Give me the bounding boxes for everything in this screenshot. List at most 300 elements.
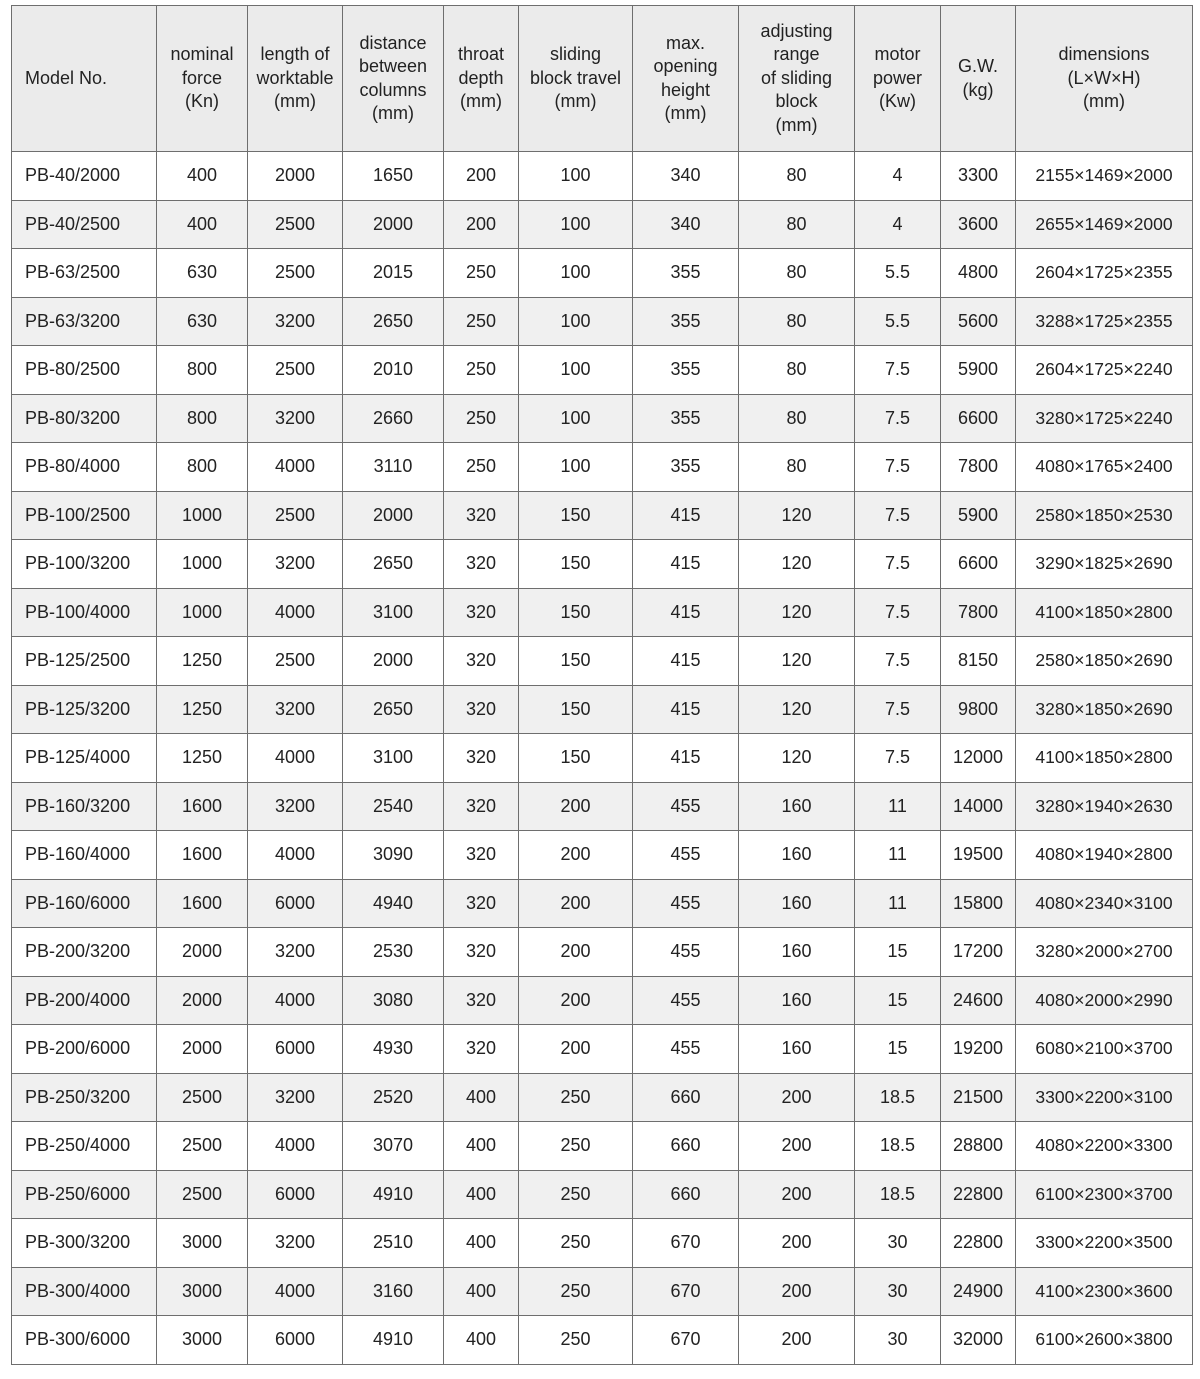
cell-nominal-force: 1250 xyxy=(157,685,248,734)
cell-column-distance: 4930 xyxy=(343,1025,444,1074)
cell-motor-power: 15 xyxy=(855,976,941,1025)
cell-throat-depth: 320 xyxy=(444,879,519,928)
cell-adjusting-range: 80 xyxy=(739,443,855,492)
header-row xyxy=(12,6,1193,152)
cell-max-opening-height: 455 xyxy=(633,879,739,928)
cell-motor-power: 18.5 xyxy=(855,1122,941,1171)
cell-worktable-length: 2500 xyxy=(248,249,343,298)
cell-worktable-length: 3200 xyxy=(248,394,343,443)
cell-nominal-force: 1250 xyxy=(157,734,248,783)
table-row xyxy=(12,1025,1193,1074)
cell-gross-weight: 28800 xyxy=(941,1122,1016,1171)
cell-worktable-length: 6000 xyxy=(248,879,343,928)
cell-throat-depth: 400 xyxy=(444,1073,519,1122)
cell-motor-power: 5.5 xyxy=(855,297,941,346)
cell-max-opening-height: 415 xyxy=(633,734,739,783)
cell-dimensions: 3280×1725×2240 xyxy=(1016,394,1193,443)
cell-model-no: PB-200/6000 xyxy=(12,1025,157,1074)
cell-nominal-force: 3000 xyxy=(157,1316,248,1365)
cell-gross-weight: 6600 xyxy=(941,394,1016,443)
cell-gross-weight: 12000 xyxy=(941,734,1016,783)
cell-nominal-force: 3000 xyxy=(157,1219,248,1268)
cell-nominal-force: 630 xyxy=(157,249,248,298)
cell-motor-power: 4 xyxy=(855,200,941,249)
cell-dimensions: 6100×2300×3700 xyxy=(1016,1170,1193,1219)
cell-sliding-block-travel: 150 xyxy=(519,685,633,734)
cell-motor-power: 7.5 xyxy=(855,346,941,395)
cell-dimensions: 4080×2340×3100 xyxy=(1016,879,1193,928)
cell-max-opening-height: 355 xyxy=(633,249,739,298)
cell-throat-depth: 320 xyxy=(444,637,519,686)
table-row xyxy=(12,443,1193,492)
header-dimensions: dimensions (L×W×H) (mm) xyxy=(1016,6,1193,152)
cell-motor-power: 15 xyxy=(855,928,941,977)
cell-max-opening-height: 660 xyxy=(633,1073,739,1122)
cell-sliding-block-travel: 100 xyxy=(519,200,633,249)
cell-column-distance: 2530 xyxy=(343,928,444,977)
cell-gross-weight: 24600 xyxy=(941,976,1016,1025)
cell-motor-power: 7.5 xyxy=(855,685,941,734)
cell-sliding-block-travel: 250 xyxy=(519,1316,633,1365)
cell-adjusting-range: 80 xyxy=(739,394,855,443)
cell-dimensions: 3280×1850×2690 xyxy=(1016,685,1193,734)
cell-sliding-block-travel: 150 xyxy=(519,734,633,783)
cell-max-opening-height: 355 xyxy=(633,346,739,395)
cell-nominal-force: 1000 xyxy=(157,540,248,589)
cell-worktable-length: 6000 xyxy=(248,1025,343,1074)
cell-gross-weight: 4800 xyxy=(941,249,1016,298)
cell-dimensions: 4080×1940×2800 xyxy=(1016,831,1193,880)
cell-worktable-length: 4000 xyxy=(248,588,343,637)
cell-max-opening-height: 340 xyxy=(633,200,739,249)
table-row xyxy=(12,782,1193,831)
cell-model-no: PB-200/4000 xyxy=(12,976,157,1025)
cell-model-no: PB-63/2500 xyxy=(12,249,157,298)
cell-column-distance: 3100 xyxy=(343,588,444,637)
cell-gross-weight: 17200 xyxy=(941,928,1016,977)
cell-model-no: PB-200/3200 xyxy=(12,928,157,977)
cell-column-distance: 4940 xyxy=(343,879,444,928)
cell-worktable-length: 2500 xyxy=(248,200,343,249)
header-adjusting-range: adjusting range of sliding block (mm) xyxy=(739,6,855,152)
cell-motor-power: 30 xyxy=(855,1219,941,1268)
cell-column-distance: 4910 xyxy=(343,1316,444,1365)
cell-sliding-block-travel: 250 xyxy=(519,1267,633,1316)
cell-worktable-length: 2000 xyxy=(248,152,343,201)
cell-motor-power: 4 xyxy=(855,152,941,201)
cell-sliding-block-travel: 100 xyxy=(519,394,633,443)
cell-sliding-block-travel: 200 xyxy=(519,879,633,928)
cell-adjusting-range: 200 xyxy=(739,1073,855,1122)
cell-adjusting-range: 80 xyxy=(739,346,855,395)
cell-gross-weight: 5900 xyxy=(941,346,1016,395)
cell-sliding-block-travel: 100 xyxy=(519,297,633,346)
cell-dimensions: 2655×1469×2000 xyxy=(1016,200,1193,249)
cell-model-no: PB-63/3200 xyxy=(12,297,157,346)
cell-model-no: PB-80/2500 xyxy=(12,346,157,395)
table-row xyxy=(12,394,1193,443)
cell-gross-weight: 5900 xyxy=(941,491,1016,540)
table-row xyxy=(12,152,1193,201)
cell-max-opening-height: 355 xyxy=(633,394,739,443)
cell-sliding-block-travel: 200 xyxy=(519,831,633,880)
table-row xyxy=(12,734,1193,783)
cell-dimensions: 2604×1725×2240 xyxy=(1016,346,1193,395)
cell-adjusting-range: 160 xyxy=(739,928,855,977)
cell-gross-weight: 32000 xyxy=(941,1316,1016,1365)
cell-gross-weight: 7800 xyxy=(941,443,1016,492)
cell-motor-power: 18.5 xyxy=(855,1170,941,1219)
cell-throat-depth: 400 xyxy=(444,1267,519,1316)
cell-column-distance: 2000 xyxy=(343,200,444,249)
table-row xyxy=(12,1170,1193,1219)
cell-dimensions: 3290×1825×2690 xyxy=(1016,540,1193,589)
table-row xyxy=(12,685,1193,734)
cell-adjusting-range: 120 xyxy=(739,637,855,686)
cell-sliding-block-travel: 100 xyxy=(519,249,633,298)
cell-column-distance: 2650 xyxy=(343,540,444,589)
cell-motor-power: 30 xyxy=(855,1267,941,1316)
header-throat-depth: throat depth (mm) xyxy=(444,6,519,152)
cell-gross-weight: 8150 xyxy=(941,637,1016,686)
cell-sliding-block-travel: 250 xyxy=(519,1170,633,1219)
cell-column-distance: 3070 xyxy=(343,1122,444,1171)
cell-model-no: PB-125/2500 xyxy=(12,637,157,686)
cell-sliding-block-travel: 150 xyxy=(519,540,633,589)
cell-model-no: PB-160/6000 xyxy=(12,879,157,928)
cell-gross-weight: 6600 xyxy=(941,540,1016,589)
cell-gross-weight: 21500 xyxy=(941,1073,1016,1122)
cell-throat-depth: 320 xyxy=(444,831,519,880)
table-row xyxy=(12,491,1193,540)
cell-throat-depth: 320 xyxy=(444,734,519,783)
cell-sliding-block-travel: 200 xyxy=(519,1025,633,1074)
cell-column-distance: 2660 xyxy=(343,394,444,443)
cell-sliding-block-travel: 100 xyxy=(519,152,633,201)
cell-nominal-force: 2500 xyxy=(157,1073,248,1122)
cell-adjusting-range: 160 xyxy=(739,782,855,831)
cell-sliding-block-travel: 150 xyxy=(519,491,633,540)
table-row xyxy=(12,1267,1193,1316)
cell-max-opening-height: 415 xyxy=(633,491,739,540)
table-row xyxy=(12,976,1193,1025)
cell-sliding-block-travel: 250 xyxy=(519,1073,633,1122)
cell-max-opening-height: 670 xyxy=(633,1316,739,1365)
cell-throat-depth: 320 xyxy=(444,685,519,734)
cell-max-opening-height: 340 xyxy=(633,152,739,201)
table-row xyxy=(12,249,1193,298)
cell-adjusting-range: 80 xyxy=(739,297,855,346)
cell-motor-power: 7.5 xyxy=(855,734,941,783)
cell-column-distance: 4910 xyxy=(343,1170,444,1219)
cell-model-no: PB-100/2500 xyxy=(12,491,157,540)
cell-model-no: PB-100/3200 xyxy=(12,540,157,589)
cell-model-no: PB-250/3200 xyxy=(12,1073,157,1122)
cell-column-distance: 3090 xyxy=(343,831,444,880)
cell-motor-power: 7.5 xyxy=(855,394,941,443)
cell-max-opening-height: 415 xyxy=(633,540,739,589)
cell-max-opening-height: 455 xyxy=(633,1025,739,1074)
cell-worktable-length: 4000 xyxy=(248,1267,343,1316)
table-body xyxy=(12,152,1193,1365)
cell-nominal-force: 1250 xyxy=(157,637,248,686)
cell-adjusting-range: 120 xyxy=(739,540,855,589)
cell-column-distance: 3100 xyxy=(343,734,444,783)
cell-gross-weight: 9800 xyxy=(941,685,1016,734)
cell-column-distance: 2510 xyxy=(343,1219,444,1268)
cell-adjusting-range: 120 xyxy=(739,491,855,540)
cell-adjusting-range: 160 xyxy=(739,879,855,928)
cell-adjusting-range: 200 xyxy=(739,1219,855,1268)
cell-nominal-force: 2000 xyxy=(157,976,248,1025)
cell-motor-power: 15 xyxy=(855,1025,941,1074)
cell-dimensions: 4080×2000×2990 xyxy=(1016,976,1193,1025)
cell-nominal-force: 800 xyxy=(157,394,248,443)
cell-model-no: PB-100/4000 xyxy=(12,588,157,637)
table-row xyxy=(12,588,1193,637)
cell-column-distance: 3080 xyxy=(343,976,444,1025)
cell-nominal-force: 2500 xyxy=(157,1122,248,1171)
cell-gross-weight: 19500 xyxy=(941,831,1016,880)
cell-model-no: PB-160/3200 xyxy=(12,782,157,831)
cell-model-no: PB-300/3200 xyxy=(12,1219,157,1268)
cell-dimensions: 3280×2000×2700 xyxy=(1016,928,1193,977)
cell-throat-depth: 320 xyxy=(444,1025,519,1074)
cell-motor-power: 11 xyxy=(855,782,941,831)
cell-column-distance: 1650 xyxy=(343,152,444,201)
cell-gross-weight: 19200 xyxy=(941,1025,1016,1074)
cell-model-no: PB-40/2500 xyxy=(12,200,157,249)
table-row xyxy=(12,346,1193,395)
cell-motor-power: 7.5 xyxy=(855,491,941,540)
cell-worktable-length: 6000 xyxy=(248,1316,343,1365)
cell-dimensions: 4100×1850×2800 xyxy=(1016,734,1193,783)
cell-adjusting-range: 120 xyxy=(739,588,855,637)
cell-adjusting-range: 200 xyxy=(739,1316,855,1365)
cell-dimensions: 4100×1850×2800 xyxy=(1016,588,1193,637)
cell-max-opening-height: 415 xyxy=(633,685,739,734)
cell-column-distance: 2540 xyxy=(343,782,444,831)
cell-gross-weight: 7800 xyxy=(941,588,1016,637)
cell-worktable-length: 3200 xyxy=(248,540,343,589)
header-column-distance: distance between columns (mm) xyxy=(343,6,444,152)
header-gross-weight: G.W. (kg) xyxy=(941,6,1016,152)
cell-max-opening-height: 415 xyxy=(633,588,739,637)
cell-worktable-length: 4000 xyxy=(248,734,343,783)
cell-motor-power: 5.5 xyxy=(855,249,941,298)
cell-worktable-length: 4000 xyxy=(248,976,343,1025)
cell-throat-depth: 250 xyxy=(444,249,519,298)
cell-nominal-force: 2500 xyxy=(157,1170,248,1219)
cell-throat-depth: 400 xyxy=(444,1219,519,1268)
cell-dimensions: 3300×2200×3500 xyxy=(1016,1219,1193,1268)
cell-motor-power: 7.5 xyxy=(855,540,941,589)
cell-nominal-force: 400 xyxy=(157,152,248,201)
cell-worktable-length: 3200 xyxy=(248,782,343,831)
cell-nominal-force: 630 xyxy=(157,297,248,346)
table-row xyxy=(12,1073,1193,1122)
cell-motor-power: 7.5 xyxy=(855,588,941,637)
cell-column-distance: 2010 xyxy=(343,346,444,395)
cell-gross-weight: 15800 xyxy=(941,879,1016,928)
cell-sliding-block-travel: 200 xyxy=(519,928,633,977)
cell-gross-weight: 22800 xyxy=(941,1170,1016,1219)
cell-sliding-block-travel: 200 xyxy=(519,782,633,831)
cell-nominal-force: 400 xyxy=(157,200,248,249)
cell-sliding-block-travel: 100 xyxy=(519,443,633,492)
cell-model-no: PB-125/4000 xyxy=(12,734,157,783)
cell-nominal-force: 800 xyxy=(157,346,248,395)
cell-adjusting-range: 200 xyxy=(739,1122,855,1171)
cell-adjusting-range: 80 xyxy=(739,152,855,201)
cell-worktable-length: 2500 xyxy=(248,637,343,686)
cell-worktable-length: 2500 xyxy=(248,346,343,395)
cell-sliding-block-travel: 100 xyxy=(519,346,633,395)
cell-gross-weight: 3600 xyxy=(941,200,1016,249)
cell-max-opening-height: 670 xyxy=(633,1267,739,1316)
cell-nominal-force: 2000 xyxy=(157,928,248,977)
cell-throat-depth: 400 xyxy=(444,1316,519,1365)
cell-dimensions: 4100×2300×3600 xyxy=(1016,1267,1193,1316)
table-row xyxy=(12,831,1193,880)
cell-column-distance: 2000 xyxy=(343,637,444,686)
cell-model-no: PB-250/6000 xyxy=(12,1170,157,1219)
cell-throat-depth: 320 xyxy=(444,540,519,589)
cell-throat-depth: 250 xyxy=(444,394,519,443)
cell-dimensions: 3300×2200×3100 xyxy=(1016,1073,1193,1122)
cell-worktable-length: 4000 xyxy=(248,1122,343,1171)
cell-nominal-force: 2000 xyxy=(157,1025,248,1074)
cell-dimensions: 2155×1469×2000 xyxy=(1016,152,1193,201)
cell-dimensions: 3280×1940×2630 xyxy=(1016,782,1193,831)
cell-max-opening-height: 670 xyxy=(633,1219,739,1268)
cell-worktable-length: 4000 xyxy=(248,831,343,880)
table-row xyxy=(12,540,1193,589)
cell-throat-depth: 320 xyxy=(444,782,519,831)
cell-throat-depth: 320 xyxy=(444,491,519,540)
table-row xyxy=(12,1219,1193,1268)
cell-model-no: PB-300/4000 xyxy=(12,1267,157,1316)
cell-motor-power: 18.5 xyxy=(855,1073,941,1122)
cell-model-no: PB-250/4000 xyxy=(12,1122,157,1171)
cell-sliding-block-travel: 250 xyxy=(519,1219,633,1268)
cell-gross-weight: 5600 xyxy=(941,297,1016,346)
cell-model-no: PB-40/2000 xyxy=(12,152,157,201)
cell-dimensions: 2580×1850×2690 xyxy=(1016,637,1193,686)
cell-model-no: PB-125/3200 xyxy=(12,685,157,734)
cell-adjusting-range: 160 xyxy=(739,1025,855,1074)
cell-max-opening-height: 415 xyxy=(633,637,739,686)
table-row xyxy=(12,637,1193,686)
cell-adjusting-range: 160 xyxy=(739,976,855,1025)
cell-model-no: PB-300/6000 xyxy=(12,1316,157,1365)
header-motor-power: motor power (Kw) xyxy=(855,6,941,152)
cell-motor-power: 11 xyxy=(855,879,941,928)
cell-motor-power: 7.5 xyxy=(855,637,941,686)
cell-adjusting-range: 120 xyxy=(739,685,855,734)
cell-dimensions: 4080×1765×2400 xyxy=(1016,443,1193,492)
cell-max-opening-height: 660 xyxy=(633,1170,739,1219)
cell-max-opening-height: 355 xyxy=(633,297,739,346)
cell-dimensions: 6100×2600×3800 xyxy=(1016,1316,1193,1365)
cell-gross-weight: 22800 xyxy=(941,1219,1016,1268)
cell-adjusting-range: 200 xyxy=(739,1267,855,1316)
cell-worktable-length: 3200 xyxy=(248,928,343,977)
cell-throat-depth: 250 xyxy=(444,346,519,395)
cell-nominal-force: 1600 xyxy=(157,782,248,831)
cell-column-distance: 2650 xyxy=(343,685,444,734)
cell-dimensions: 2580×1850×2530 xyxy=(1016,491,1193,540)
cell-sliding-block-travel: 250 xyxy=(519,1122,633,1171)
table-header xyxy=(12,6,1193,152)
cell-nominal-force: 1600 xyxy=(157,831,248,880)
cell-max-opening-height: 455 xyxy=(633,976,739,1025)
table-row xyxy=(12,1122,1193,1171)
cell-sliding-block-travel: 150 xyxy=(519,637,633,686)
cell-dimensions: 6080×2100×3700 xyxy=(1016,1025,1193,1074)
header-nominal-force: nominal force (Kn) xyxy=(157,6,248,152)
cell-nominal-force: 800 xyxy=(157,443,248,492)
cell-sliding-block-travel: 150 xyxy=(519,588,633,637)
cell-dimensions: 3288×1725×2355 xyxy=(1016,297,1193,346)
cell-worktable-length: 3200 xyxy=(248,297,343,346)
cell-nominal-force: 1000 xyxy=(157,588,248,637)
cell-throat-depth: 200 xyxy=(444,200,519,249)
cell-throat-depth: 320 xyxy=(444,976,519,1025)
header-model-no: Model No. xyxy=(12,6,157,152)
cell-adjusting-range: 120 xyxy=(739,734,855,783)
cell-nominal-force: 3000 xyxy=(157,1267,248,1316)
cell-throat-depth: 320 xyxy=(444,588,519,637)
cell-max-opening-height: 660 xyxy=(633,1122,739,1171)
cell-throat-depth: 320 xyxy=(444,928,519,977)
cell-dimensions: 2604×1725×2355 xyxy=(1016,249,1193,298)
cell-column-distance: 2520 xyxy=(343,1073,444,1122)
header-max-opening-height: max. opening height (mm) xyxy=(633,6,739,152)
cell-worktable-length: 4000 xyxy=(248,443,343,492)
cell-worktable-length: 3200 xyxy=(248,1073,343,1122)
cell-throat-depth: 200 xyxy=(444,152,519,201)
cell-worktable-length: 6000 xyxy=(248,1170,343,1219)
cell-model-no: PB-80/3200 xyxy=(12,394,157,443)
cell-throat-depth: 250 xyxy=(444,297,519,346)
cell-max-opening-height: 455 xyxy=(633,782,739,831)
cell-sliding-block-travel: 200 xyxy=(519,976,633,1025)
press-brake-spec-table xyxy=(11,5,1193,1365)
cell-column-distance: 2650 xyxy=(343,297,444,346)
table-row xyxy=(12,200,1193,249)
cell-adjusting-range: 160 xyxy=(739,831,855,880)
table-row xyxy=(12,928,1193,977)
header-worktable-length: length of worktable (mm) xyxy=(248,6,343,152)
cell-nominal-force: 1000 xyxy=(157,491,248,540)
cell-adjusting-range: 80 xyxy=(739,200,855,249)
cell-adjusting-range: 200 xyxy=(739,1170,855,1219)
table-row xyxy=(12,879,1193,928)
cell-column-distance: 3160 xyxy=(343,1267,444,1316)
table-row xyxy=(12,1316,1193,1365)
cell-gross-weight: 3300 xyxy=(941,152,1016,201)
cell-max-opening-height: 455 xyxy=(633,928,739,977)
cell-motor-power: 30 xyxy=(855,1316,941,1365)
cell-gross-weight: 24900 xyxy=(941,1267,1016,1316)
cell-column-distance: 2015 xyxy=(343,249,444,298)
cell-worktable-length: 2500 xyxy=(248,491,343,540)
cell-motor-power: 11 xyxy=(855,831,941,880)
cell-max-opening-height: 355 xyxy=(633,443,739,492)
cell-throat-depth: 400 xyxy=(444,1122,519,1171)
cell-worktable-length: 3200 xyxy=(248,685,343,734)
